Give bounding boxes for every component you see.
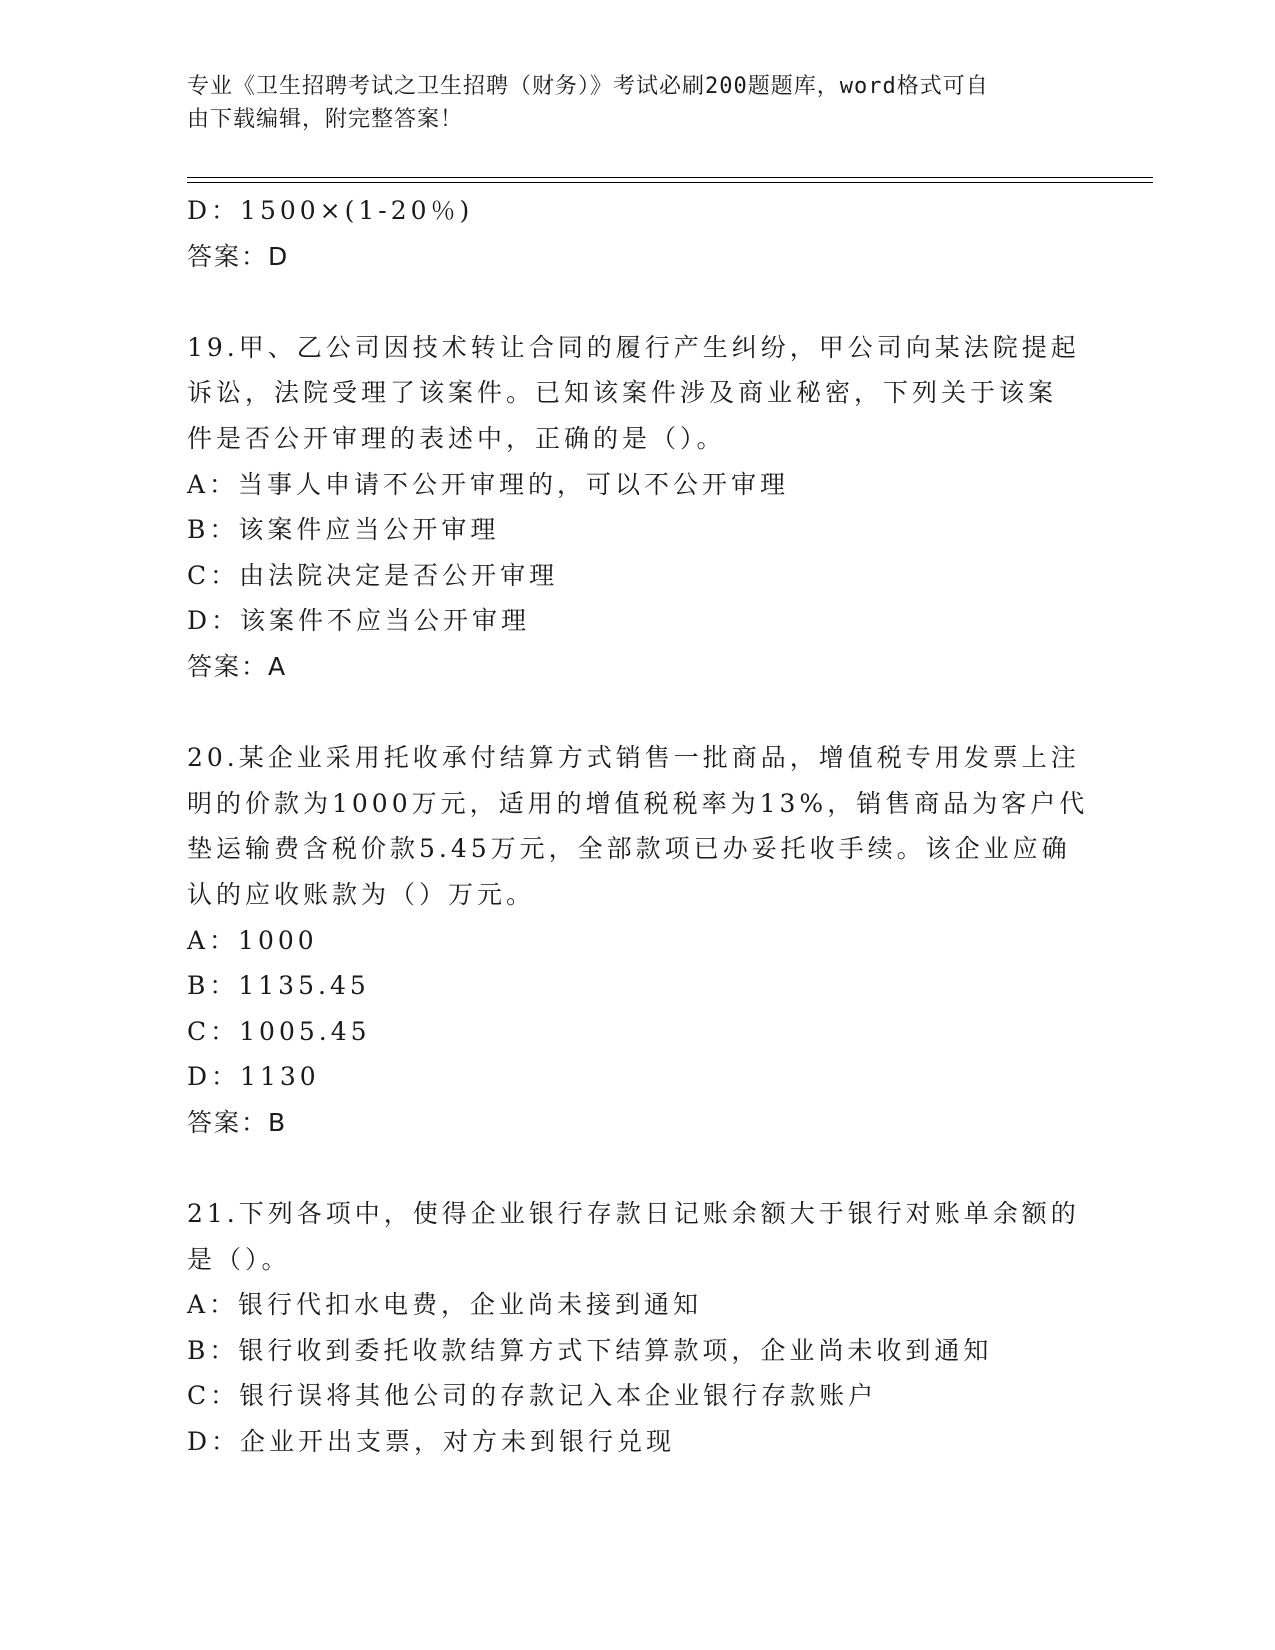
question-stem-line: 19.甲、乙公司因技术转让合同的履行产生纠纷，甲公司向某法院提起 xyxy=(187,332,1080,362)
option-a: A：银行代扣水电费，企业尚未接到通知 xyxy=(187,1290,703,1320)
answer-line: 答案：D xyxy=(187,241,290,271)
answer-line: 答案：A xyxy=(187,651,288,681)
question-19 xyxy=(187,325,1087,690)
spacer xyxy=(187,279,1087,325)
option-c: C：由法院决定是否公开审理 xyxy=(187,560,559,590)
question-18-tail xyxy=(187,188,1087,279)
option-c: C：银行误将其他公司的存款记入本企业银行存款账户 xyxy=(187,1381,878,1411)
question-stem-line: 是（）。 xyxy=(187,1244,291,1274)
question-stem-line: 件是否公开审理的表述中，正确的是（）。 xyxy=(187,423,726,453)
option-d: D：企业开出支票，对方未到银行兑现 xyxy=(187,1427,676,1457)
answer-line: 答案：B xyxy=(187,1107,288,1137)
question-stem-line: 垫运输费含税价款5.45万元，全部款项已办妥托收手续。该企业应确 xyxy=(187,834,1071,864)
option-a: A：当事人申请不公开审理的，可以不公开审理 xyxy=(187,469,790,499)
option-b: B：该案件应当公开审理 xyxy=(187,515,500,545)
question-21 xyxy=(187,1191,1087,1465)
option-c: C：1005.45 xyxy=(187,1016,371,1046)
header-line-1: 专业《卫生招聘考试之卫生招聘（财务）》考试必刷200题题库，word格式可自 xyxy=(187,74,989,99)
document-body xyxy=(187,188,1087,1465)
question-stem-line: 20.某企业采用托收承付结算方式销售一批商品，增值税专用发票上注 xyxy=(187,743,1080,773)
header-line-2: 由下载编辑，附完整答案！ xyxy=(187,107,464,132)
header-rule-bottom xyxy=(187,182,1153,183)
question-stem-line: 21.下列各项中，使得企业银行存款日记账余额大于银行对账单余额的 xyxy=(187,1199,1080,1229)
document-header xyxy=(187,70,1067,136)
option-b: B：1135.45 xyxy=(187,971,370,1001)
option-d: D：1500×(1-20％) xyxy=(187,196,474,225)
question-20 xyxy=(187,735,1087,1145)
option-b: B：银行收到委托收款结算方式下结算款项，企业尚未收到通知 xyxy=(187,1335,993,1365)
question-stem-line: 诉讼，法院受理了该案件。已知该案件涉及商业秘密，下列关于该案 xyxy=(187,378,1058,408)
option-a: A：1000 xyxy=(187,925,318,955)
question-stem-line: 明的价款为1000万元，适用的增值税税率为13%，销售商品为客户代 xyxy=(187,788,1089,818)
spacer xyxy=(187,1145,1087,1191)
header-rule-top xyxy=(187,177,1153,178)
question-stem-line: 认的应收账款为（）万元。 xyxy=(187,879,536,909)
option-d: D：该案件不应当公开审理 xyxy=(187,606,531,636)
spacer xyxy=(187,690,1087,736)
option-d: D：1130 xyxy=(187,1062,320,1092)
